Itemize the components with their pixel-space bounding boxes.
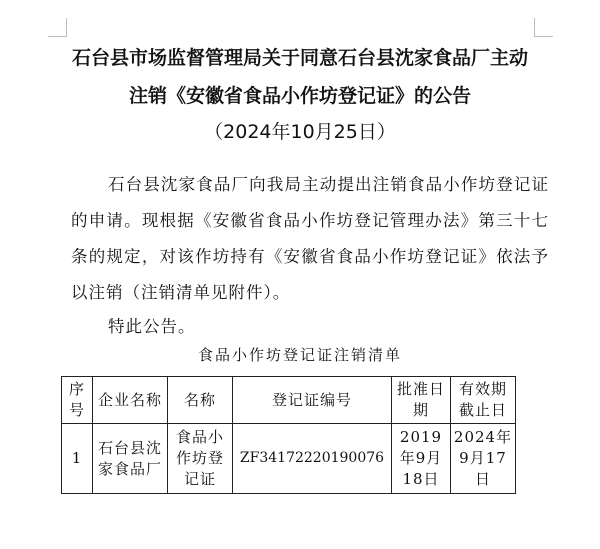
header-approval-date: 批准日期	[392, 377, 451, 424]
announcement-date: （2024年10月25日）	[204, 121, 396, 143]
revocation-list-table	[61, 376, 516, 494]
table-row	[62, 424, 516, 494]
announcement-closing: 特此公告。	[108, 317, 196, 336]
header-certificate-number: 登记证编号	[233, 377, 392, 424]
header-company-name: 企业名称	[93, 377, 168, 424]
cell-expiry-date: 2024年9月17日	[451, 424, 516, 494]
header-item-name: 名称	[168, 377, 233, 424]
margin-corner-mark-left	[48, 18, 67, 37]
announcement-title-line-1: 石台县市场监督管理局关于同意石台县沈家食品厂主动	[71, 47, 528, 69]
table-caption: 食品小作坊登记证注销清单	[197, 346, 402, 364]
header-serial-number: 序号	[62, 377, 93, 424]
cell-serial-number: 1	[62, 424, 93, 494]
cell-item-name: 食品小作坊登记证	[168, 424, 233, 494]
announcement-title-line-2: 注销《安徽省食品小作坊登记证》的公告	[128, 85, 471, 107]
margin-corner-mark-right	[534, 18, 553, 37]
announcement-body-paragraph: 石台县沈家食品厂向我局主动提出注销食品小作坊登记证的申请。现根据《安徽省食品小作坊登记管理办法》第三十七条的规定，对该作坊持有《安徽省食品小作坊登记证》依法予以注销（注销清单见附件）。	[71, 175, 549, 302]
cell-approval-date: 2019年9月18日	[392, 424, 451, 494]
header-expiry-date: 有效期截止日	[451, 377, 516, 424]
table-header-row	[62, 377, 516, 424]
cell-certificate-number: ZF34172220190076	[233, 424, 392, 494]
cell-company-name: 石台县沈家食品厂	[93, 424, 168, 494]
